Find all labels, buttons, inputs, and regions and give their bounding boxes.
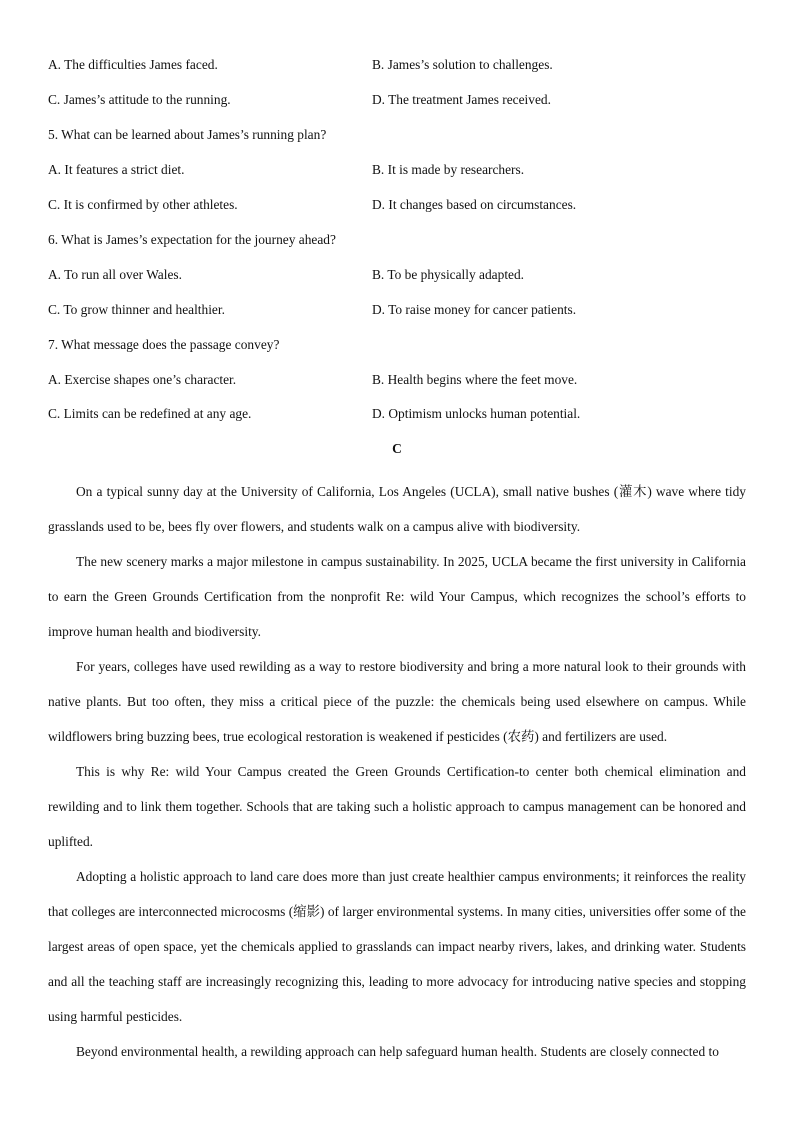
option-d: D. To raise money for cancer patients. <box>372 302 577 317</box>
question-7-stem: 7. What message does the passage convey? <box>48 337 280 352</box>
option-b: B. James’s solution to challenges. <box>372 57 553 72</box>
option-b: B. It is made by researchers. <box>372 162 525 177</box>
option-a: A. The difficulties James faced. <box>48 57 218 72</box>
question-6-options-row-1 <box>48 265 748 285</box>
question-5-options-row-2 <box>48 195 748 215</box>
passage-paragraph-5: Adopting a holistic approach to land care does more than just create healthier campus environments; it reinforces the reality that colleges are interconnected microcosms (缩影) of larger environmental systems. In many cities, universities offer some of the largest areas of open space, yet the chemicals applied to grasslands can impact nearby rivers, lakes, and drinking water. Students and all the teaching staff are increasingly recognizing this, leading to more advocacy for introducing native species and stopping using harmful pesticides. <box>48 869 746 1024</box>
option-a: A. Exercise shapes one’s character. <box>48 372 237 387</box>
option-c: C. Limits can be redefined at any age. <box>48 406 252 421</box>
question-4-options-row-1 <box>48 55 748 75</box>
option-c: C. James’s attitude to the running. <box>48 92 231 107</box>
option-d: D. Optimism unlocks human potential. <box>372 406 581 421</box>
option-d: D. It changes based on circumstances. <box>372 197 577 212</box>
passage-paragraph-1: On a typical sunny day at the University of California, Los Angeles (UCLA), small native bushes (灌木) wave where tidy grasslands used to be, bees fly over flowers, and students walk on a campus alive with biodiversity. <box>48 484 746 534</box>
question-7-options-row-1 <box>48 370 748 390</box>
option-b: B. Health begins where the feet move. <box>372 372 578 387</box>
passage-paragraph-3: For years, colleges have used rewilding as a way to restore biodiversity and bring a more natural look to their grounds with native plants. But too often, they miss a critical piece of the puzzle: the chemicals being used elsewhere on campus. While wildflowers bring buzzing bees, true ecological restoration is weakened if pesticides (农药) and fertilizers are used. <box>48 659 746 744</box>
option-d: D. The treatment James received. <box>372 92 551 107</box>
section-heading: C <box>392 441 402 456</box>
question-6-stem: 6. What is James’s expectation for the journey ahead? <box>48 232 336 247</box>
passage-paragraph-2: The new scenery marks a major milestone in campus sustainability. In 2025, UCLA became the first university in California to earn the Green Grounds Certification from the nonprofit Re: wild Your Campus, which recognizes the school’s efforts to improve human health and biodiversity. <box>48 554 746 639</box>
option-a: A. It features a strict diet. <box>48 162 185 177</box>
question-4-options-row-2 <box>48 90 748 110</box>
question-6-options-row-2 <box>48 300 748 320</box>
passage-paragraph-6: Beyond environmental health, a rewilding approach can help safeguard human health. Students are closely connected to <box>76 1044 719 1059</box>
passage-body <box>48 474 746 1069</box>
option-b: B. To be physically adapted. <box>372 267 525 282</box>
passage-paragraph-4: This is why Re: wild Your Campus created the Green Grounds Certification-to center both chemical elimination and rewilding and to link them together. Schools that are taking such a holistic approach to campus management can be honored and uplifted. <box>48 764 746 849</box>
question-5-stem: 5. What can be learned about James’s running plan? <box>48 127 327 142</box>
question-5-options-row-1 <box>48 160 748 180</box>
option-c: C. It is confirmed by other athletes. <box>48 197 238 212</box>
option-c: C. To grow thinner and healthier. <box>48 302 225 317</box>
option-a: A. To run all over Wales. <box>48 267 182 282</box>
question-7-options-row-2 <box>48 404 748 424</box>
